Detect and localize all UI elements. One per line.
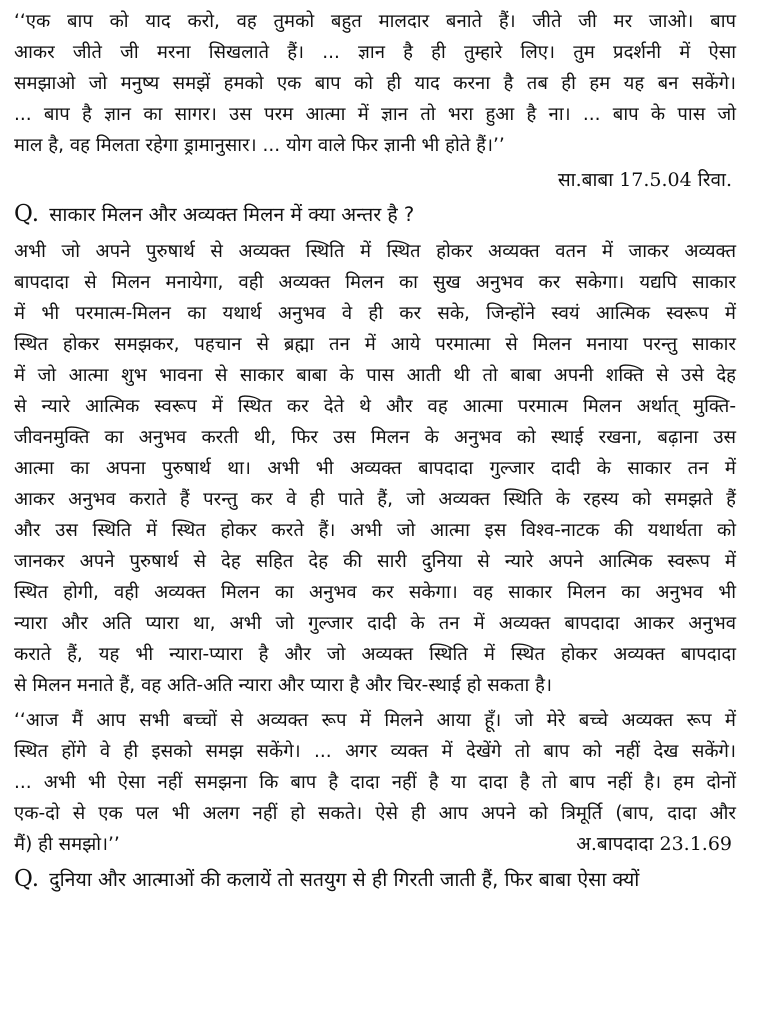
answer-line: कराते हैं, यह भी न्यारा-प्यारा है और जो अव्यक्त स्थिति में स्थित होकर अव्यक्त बापदादा — [14, 644, 736, 665]
question-text: साकार मिलन और अव्यक्त मिलन में क्या अन्तर है ? — [49, 203, 415, 226]
quote-line: ‘‘एक बाप को याद करो, वह तुमको बहुत मालदार बनाते हैं। जीते जी मर जाओ। बाप — [14, 11, 736, 32]
answer-line: में जो आत्मा शुभ भावना से साकार बाबा के पास आती थी तो बाबा अपनी शक्ति से उसे देह — [14, 365, 736, 386]
answer-paragraph — [14, 236, 736, 701]
answer-line: जानकर अपने पुरुषार्थ से देह सहित देह की सारी दुनिया से न्यारे अपने आत्मिक स्वरूप में — [14, 551, 736, 572]
quote-line: स्थित होंगे वे ही इसको समझ सकेंगे। ... अगर व्यक्त में देखेंगे तो बाप को नहीं देख सकेंगे। — [14, 741, 736, 762]
question-text: दुनिया और आत्माओं की कलायें तो सतयुग से ही गिरती जाती हैं, फिर बाबा ऐसा क्यों — [49, 868, 640, 891]
quote-line: ... अभी भी ऐसा नहीं समझना कि बाप है दादा नहीं है या दादा है तो बाप नहीं है। हम दोनों — [14, 772, 736, 793]
quote-line: एक-दो से एक पल भी अलग नहीं हो सकते। ऐसे ही आप अपने को त्रिमूर्ति (बाप, दादा और — [14, 803, 736, 824]
answer-line: जीवनमुक्ति का अनुभव करती थी, फिर उस मिलन के अनुभव को स्थाई रखना, बढ़ाना उस — [14, 427, 736, 448]
question-heading — [14, 862, 736, 897]
answer-line: अभी जो अपने पुरुषार्थ से अव्यक्त स्थिति में स्थित होकर अव्यक्त वतन में जाकर अव्यक्त — [14, 241, 736, 262]
answer-line: आत्मा का अपना पुरुषार्थ था। अभी भी अव्यक्त बापदादा गुल्जार दादी के साकार तन में — [14, 458, 736, 479]
answer-line: न्यारा और अति प्यारा था, अभी जो गुल्जार दादी के तन में अव्यक्त बापदादा आकर अनुभव — [14, 613, 736, 634]
quote-last-line-row — [14, 829, 736, 860]
answer-line: स्थित होकर समझकर, पहचान से ब्रह्मा तन में आये परमात्मा से मिलन मनाया परन्तु साकार — [14, 334, 736, 355]
answer-line: और उस स्थिति में स्थित होकर करते हैं। अभी जो आत्मा इस विश्व-नाटक की यथार्थता को — [14, 520, 736, 541]
quote-source: अ.बापदादा 23.1.69 — [576, 833, 732, 855]
quote-line: आकर जीते जी मरना सिखलाते हैं। ... ज्ञान है ही तुम्हारे लिए। तुम प्रदर्शनी में ऐसा — [14, 42, 736, 63]
answer-line: स्थित होगी, वही अव्यक्त मिलन का अनुभव कर सकेगा। वह साकार मिलन का अनुभव भी — [14, 582, 736, 603]
answer-line: आकर अनुभव कराते हैं परन्तु कर वे ही पाते हैं, जो अव्यक्त स्थिति के रहस्य को समझते हैं — [14, 489, 736, 510]
quote-line: ... बाप है ज्ञान का सागर। उस परम आत्मा में ज्ञान तो भरा हुआ है ना। ... बाप के पास जो — [14, 104, 736, 125]
quote-line: मैं) ही समझो।’’ — [14, 834, 120, 855]
answer-line: से न्यारे आत्मिक स्वरूप में स्थित कर देते थे और वह आत्मा परमात्म मिलन अर्थात् मुक्ति- — [14, 396, 736, 417]
quote-block-2 — [14, 705, 736, 860]
question-marker: Q. — [14, 201, 40, 227]
quote-line: समझाओ जो मनुष्य समझें हमको एक बाप को ही याद करना है तब ही हम यह बन सकेंगे। — [14, 73, 736, 94]
answer-line: से मिलन मनाते हैं, वह अति-अति न्यारा और प्यारा है और चिर-स्थाई हो सकता है। — [14, 675, 552, 696]
quote-line: माल है, वह मिलता रहेगा ड्रामानुसार। ... योग वाले फिर ज्ञानी भी होते हैं।’’ — [14, 135, 505, 156]
question-marker: Q. — [14, 866, 40, 892]
quote-source: सा.बाबा 17.5.04 रिवा. — [557, 169, 732, 191]
answer-line: बापदादा से मिलन मनायेगा, वही अव्यक्त मिलन का सुख अनुभव कर सकेगा। यद्यपि साकार — [14, 272, 736, 293]
quote-line: ‘‘आज मैं आप सभी बच्चों से अव्यक्त रूप में मिलने आया हूँ। जो मेरे बच्चे अव्यक्त रूप में — [14, 710, 736, 731]
answer-line: में भी परमात्म-मिलन का यथार्थ अनुभव वे ही कर सके, जिन्होंने स्वयं आत्मिक स्वरूप में — [14, 303, 736, 324]
question-heading — [14, 197, 736, 232]
document-page — [14, 6, 736, 897]
quote-block-1 — [14, 6, 736, 195]
